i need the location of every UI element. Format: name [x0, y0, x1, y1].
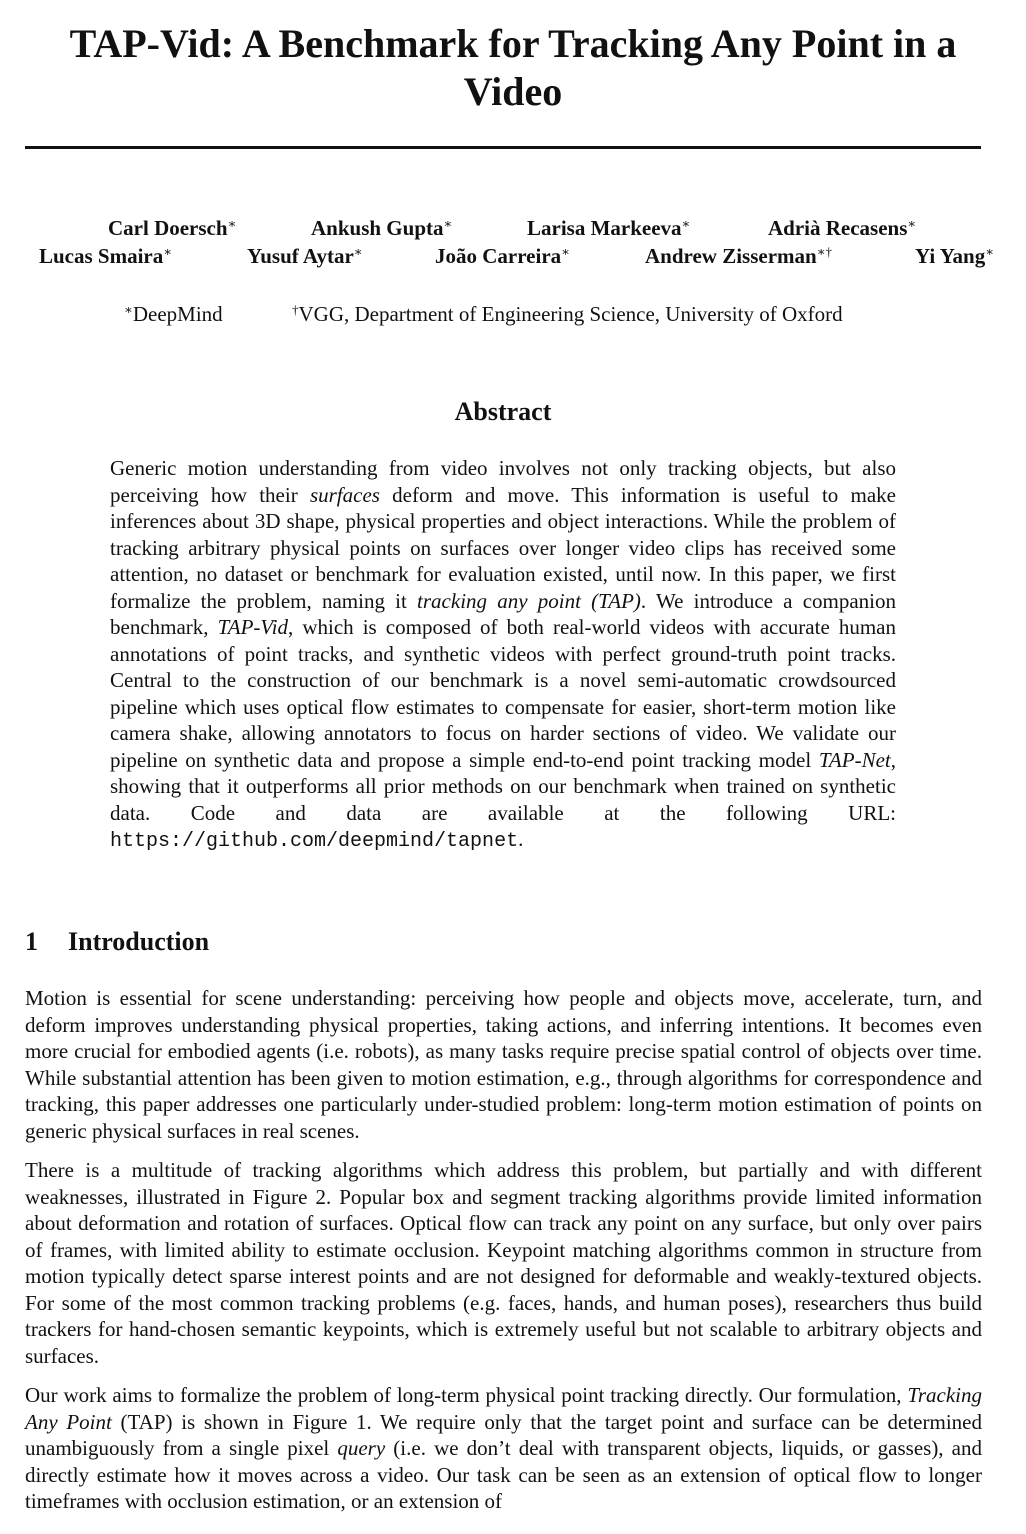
section-heading-introduction — [25, 926, 209, 958]
intro-paragraph-1: Motion is essential for scene understanding: perceiving how people and objects move, accelerate, turn, and deform improves understanding physical properties, taking actions, and inferring intentions. It becomes even more crucial for embodied agents (i.e. robots), as many tasks require precise spatial control of objects over time. While substantial attention has been given to motion estimation, e.g., through algorithms for correspondence and tracking, this paper addresses one particularly under-studied problem: long-term motion estimation of points on generic physical surfaces in real scenes. — [25, 986, 982, 1143]
abstract-text: Generic motion understanding from video involves not only tracking objects, but also perceiving how their surfaces deform and move. This information is useful to make inferences about 3D shape, physical properties and object interactions. While the problem of tracking arbitrary physical points on surfaces over longer video clips has received some attention, no dataset or benchmark for evaluation existed, until now. In this paper, we first formalize the problem, naming it tracking any point (TAP). We introduce a companion benchmark, TAP-Vid, which is composed of both real-world videos with accurate human annotations of point tracks, and synthetic videos with perfect ground-truth point tracks. Central to the construction of our benchmark is a novel semi-automatic crowdsourced pipeline which uses optical flow estimates to compensate for easier, short-term motion like camera shake, allowing annotators to focus on harder sections of video. We validate our pipeline on synthetic data and propose a simple end-to-end point tracking model TAP-Net, showing that it outperforms all prior methods on our benchmark when trained on synthetic data. Code and data are available at the following URL: https://github.com/deepmind/tapnet. — [110, 456, 897, 853]
paper-title: TAP-Vid: A Benchmark for Tracking Any Point in a Video — [69, 21, 957, 114]
author: Lucas Smaira∗ — [39, 244, 173, 268]
section-number: 1 — [25, 927, 38, 956]
author: Adrià Recasens∗ — [768, 216, 917, 240]
author: Andrew Zisserman∗† — [645, 244, 833, 268]
affiliation: † VGG, Department of Engineering Science, University of Oxford — [292, 302, 843, 326]
author: Carl Doersch∗ — [108, 216, 237, 240]
affiliation: ∗ DeepMind — [124, 302, 223, 326]
author: Larisa Markeeva∗ — [527, 216, 691, 240]
section-title: Introduction — [68, 927, 210, 956]
author: Yi Yang∗ — [915, 244, 995, 268]
intro-paragraph-2: There is a multitude of tracking algorithms which address this problem, but partially and with different weaknesses, illustrated in Figure 2. Popular box and segment tracking algorithms provide limited information about deformation and rotation of surfaces. Optical flow can track any point on any surface, but only over pairs of frames, with limited ability to estimate occlusion. Keypoint matching algorithms common in structure from motion typically detect sparse interest points and are not designed for deformable and weakly-textured objects. For some of the most common tracking problems (e.g. faces, hands, and human poses), researchers thus build trackers for hand-chosen semantic keypoints, which is extremely useful but not scalable to arbitrary objects and surfaces. — [25, 1158, 982, 1368]
author: Ankush Gupta∗ — [311, 216, 453, 240]
title-rule — [25, 146, 981, 149]
author: Yusuf Aytar∗ — [247, 244, 363, 268]
abstract-heading: Abstract — [454, 397, 552, 426]
intro-paragraph-3: Our work aims to formalize the problem of long-term physical point tracking directly. Our formulation, Tracking Any Point (TAP) is shown in Figure 1. We require only that the target point and surface can be determined unambiguously from a single pixel query (i.e. we don’t deal with transparent objects, liquids, or gasses), and directly estimate how it moves across a video. Our task can be seen as an extension of optical flow to longer timeframes with occlusion estimation, or an extension of — [25, 1383, 982, 1513]
author: João Carreira∗ — [435, 244, 570, 268]
code-url-link[interactable]: https://github.com/deepmind/tapnet — [110, 830, 519, 853]
